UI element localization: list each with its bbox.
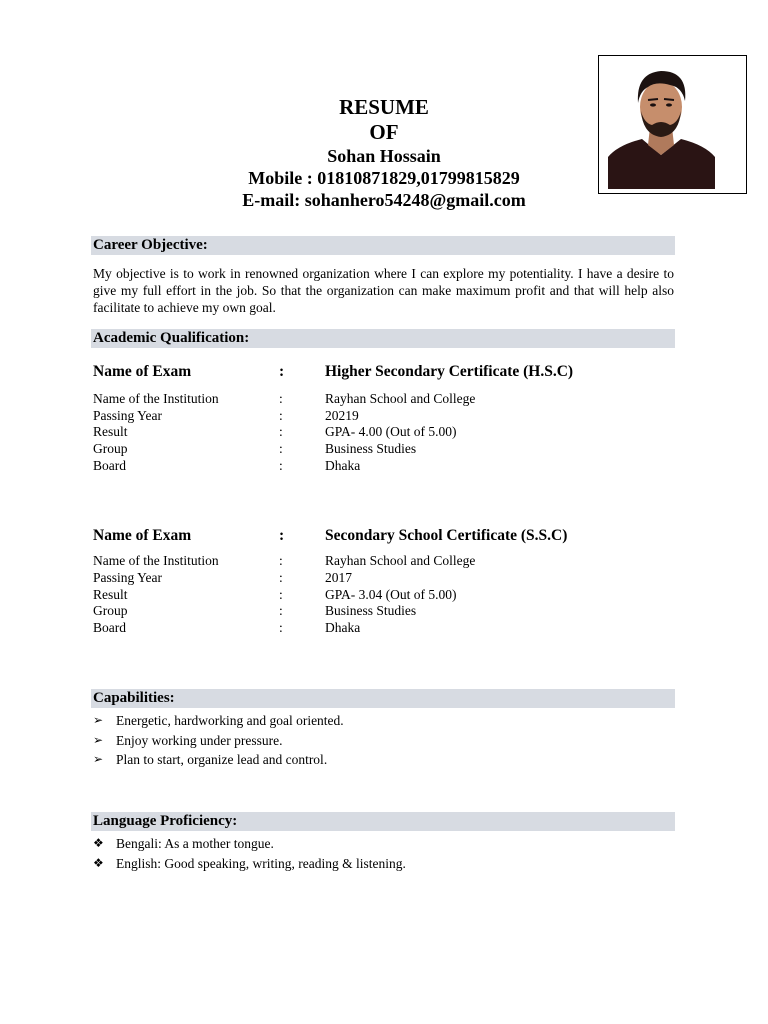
- exam-name: Secondary School Certificate (S.S.C): [325, 527, 568, 544]
- detail-separator: :: [279, 391, 283, 406]
- detail-label: Board: [93, 458, 126, 473]
- language-text: Bengali: As a mother tongue.: [116, 836, 274, 851]
- detail-separator: :: [279, 458, 283, 473]
- profile-photo: [608, 65, 715, 189]
- detail-separator: :: [279, 408, 283, 423]
- language-text: English: Good speaking, writing, reading & listening.: [116, 855, 406, 871]
- exam-label: Name of Exam: [93, 527, 192, 544]
- resume-title-of: OF: [369, 120, 399, 144]
- exam-name: Higher Secondary Certificate (H.S.C): [325, 363, 574, 380]
- capabilities-list: [93, 711, 673, 770]
- detail-separator: :: [279, 441, 283, 456]
- detail-value: 20219: [325, 408, 359, 423]
- capabilities-heading: Capabilities:: [91, 689, 675, 708]
- detail-separator: :: [279, 553, 283, 568]
- arrow-bullet-icon: ➢: [93, 713, 104, 727]
- capability-text: Enjoy working under pressure.: [116, 732, 283, 748]
- language-proficiency-heading: Language Proficiency:: [91, 812, 675, 831]
- detail-separator: :: [279, 570, 283, 585]
- detail-label: Result: [93, 587, 128, 602]
- capability-text: Plan to start, organize lead and control.: [116, 752, 328, 767]
- exam-separator: :: [279, 363, 285, 380]
- career-objective-heading: Career Objective:: [91, 236, 675, 255]
- detail-separator: :: [279, 587, 283, 602]
- arrow-bullet-icon: ➢: [93, 732, 104, 747]
- detail-label: Group: [93, 441, 128, 456]
- list-item: [93, 750, 673, 770]
- detail-value: Rayhan School and College: [325, 553, 476, 568]
- diamond-bullet-icon: ❖: [93, 855, 104, 870]
- resume-title: RESUME: [339, 95, 429, 119]
- detail-value: Dhaka: [325, 620, 361, 635]
- exam-separator: :: [279, 527, 285, 544]
- list-item: [93, 711, 673, 731]
- detail-value: GPA- 3.04 (Out of 5.00): [325, 587, 457, 602]
- capability-text: Energetic, hardworking and goal oriented.: [116, 713, 344, 728]
- detail-label: Name of the Institution: [93, 391, 219, 406]
- detail-value: Dhaka: [325, 458, 361, 473]
- diamond-bullet-icon: ❖: [93, 836, 104, 850]
- resume-header: [184, 95, 584, 211]
- detail-separator: :: [279, 603, 283, 618]
- detail-value: Business Studies: [325, 441, 417, 456]
- exam-label: Name of Exam: [93, 363, 192, 380]
- list-item: [93, 834, 673, 854]
- detail-value: Rayhan School and College: [325, 391, 476, 406]
- candidate-name: Sohan Hossain: [327, 146, 441, 166]
- detail-separator: :: [279, 424, 283, 439]
- detail-label: Passing Year: [93, 570, 163, 585]
- academic-qualification-heading: Academic Qualification:: [91, 329, 675, 348]
- detail-separator: :: [279, 620, 283, 635]
- language-list: [93, 834, 673, 873]
- detail-label: Group: [93, 603, 128, 618]
- detail-label: Passing Year: [93, 408, 163, 423]
- detail-value: 2017: [325, 570, 352, 585]
- list-item: [93, 731, 673, 751]
- arrow-bullet-icon: ➢: [93, 752, 104, 766]
- mobile-line: Mobile : 01810871829,01799815829: [248, 168, 520, 188]
- list-item: [93, 854, 673, 874]
- detail-label: Name of the Institution: [93, 553, 219, 568]
- detail-label: Board: [93, 620, 126, 635]
- career-objective-text: My objective is to work in renowned organization where I can explore my potentiality. I have a desire to give my full effort in the job. So that the organization can make maximum profit and that will help also facilitate to achieve my own goal.: [93, 266, 674, 315]
- email-line: E-mail: sohanhero54248@gmail.com: [242, 190, 526, 210]
- photo-frame: [598, 55, 747, 194]
- detail-value: Business Studies: [325, 603, 417, 618]
- detail-label: Result: [93, 424, 128, 439]
- detail-value: GPA- 4.00 (Out of 5.00): [325, 424, 457, 439]
